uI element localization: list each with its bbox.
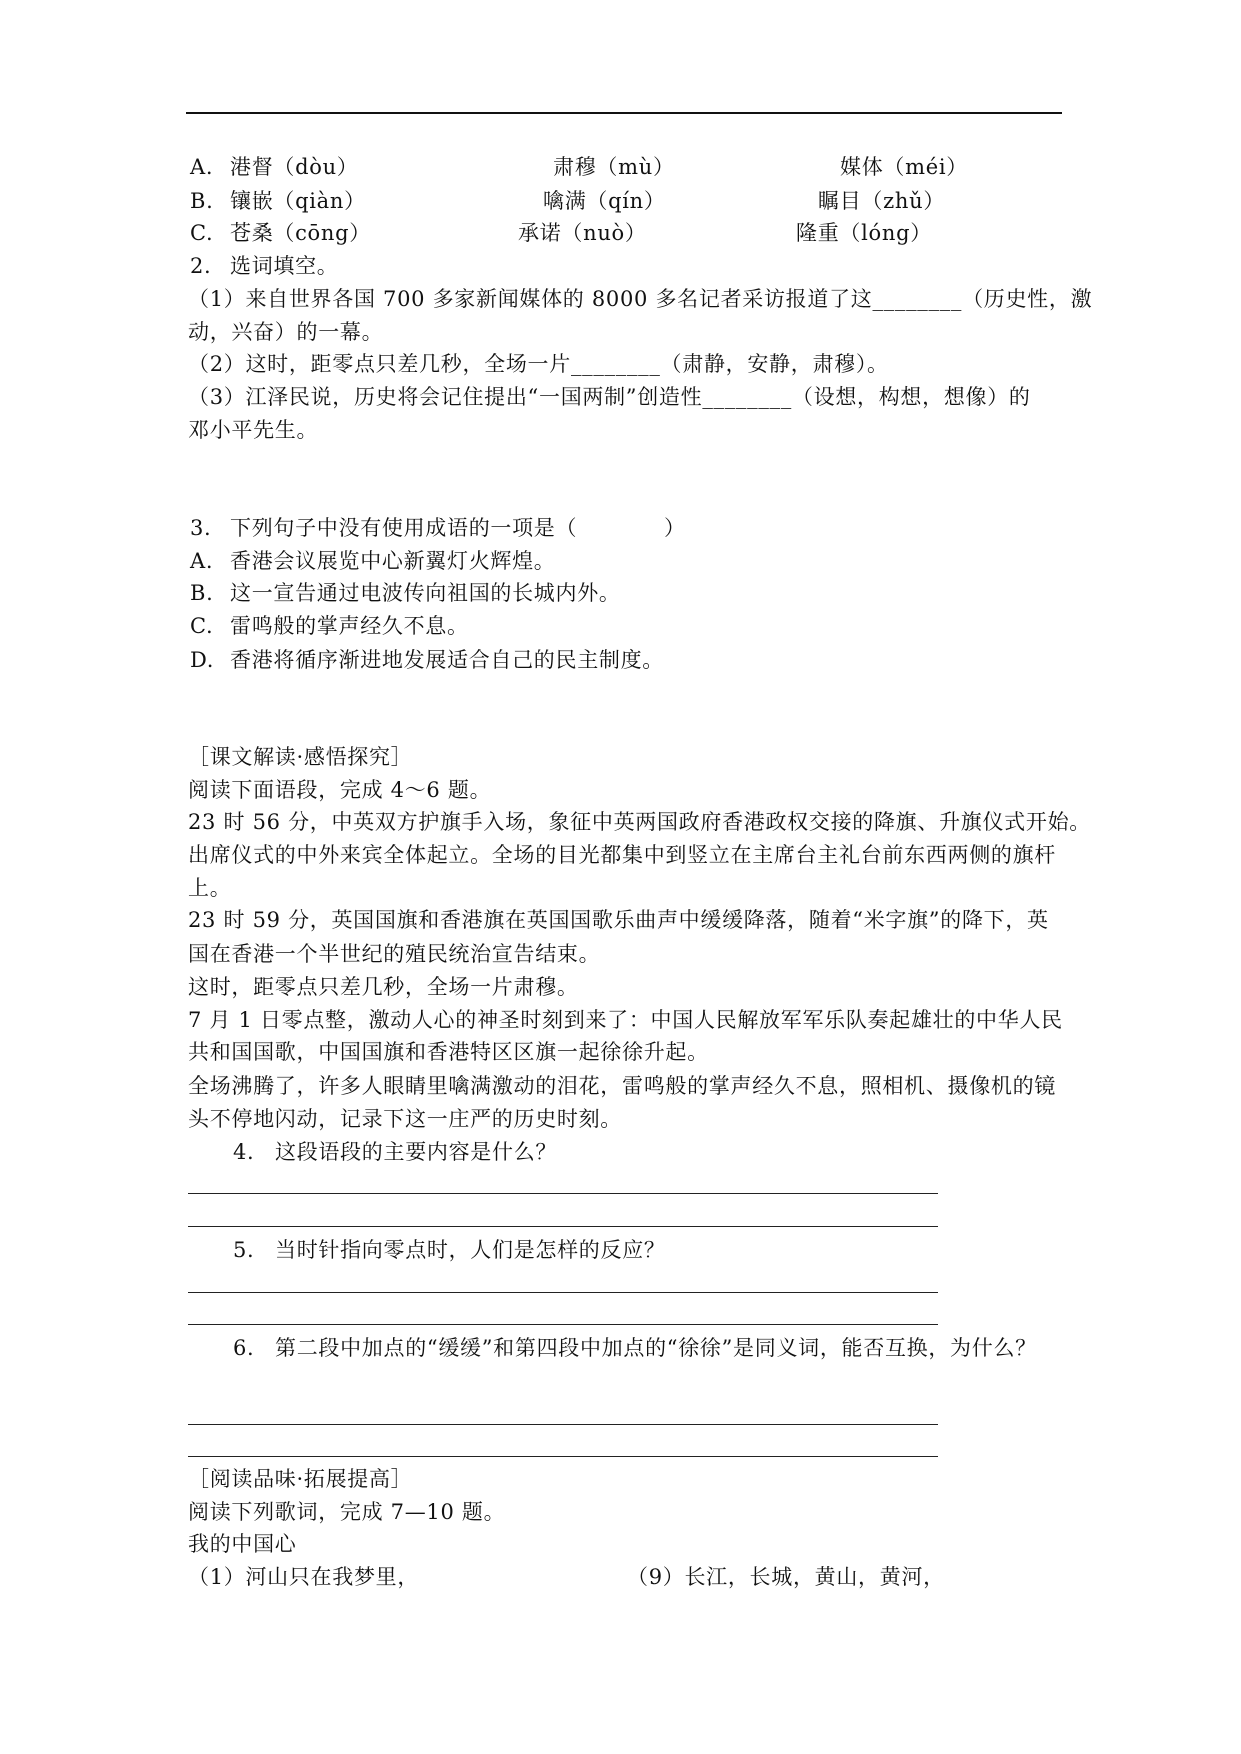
q3-option-a-label: A. <box>190 549 214 573</box>
q6-number: 6. <box>233 1336 255 1360</box>
q1-option-b-word-1: 镶嵌（qiàn） <box>230 189 366 213</box>
q1-option-b-word-3: 瞩目（zhǔ） <box>818 189 946 213</box>
passage-line-8: 共和国国歌，中国国旗和香港特区区旗一起徐徐升起。 <box>188 1040 709 1064</box>
passage-line-4: 23 时 59 分，英国国旗和香港旗在英国国歌乐曲声中缓缓降落，随着“米字旗”的降下，英 <box>188 908 1049 932</box>
q6-text: 第二段中加点的“缓缓”和第四段中加点的“徐徐”是同义词，能否互换，为什么？ <box>275 1336 1037 1360</box>
q1-option-b-word-2: 噙满（qín） <box>543 189 666 213</box>
passage-line-5: 国在香港一个半世纪的殖民统治宣告结束。 <box>188 942 601 966</box>
q1-option-a-word-2: 肃穆（mù） <box>553 155 675 179</box>
lyric-line-9: （9）长江，长城，黄山，黄河， <box>627 1565 945 1589</box>
song-title: 我的中国心 <box>188 1532 297 1556</box>
q1-option-c-word-1: 苍桑（cōng） <box>230 221 371 245</box>
q1-option-b-label: B. <box>190 189 214 213</box>
q2-number: 2. <box>190 254 212 278</box>
q2-line-3: （2）这时，距零点只差几秒，全场一片________（肃静，安静，肃穆）。 <box>188 352 889 376</box>
q2-title: 选词填空。 <box>230 254 339 278</box>
q3-number: 3. <box>190 516 212 540</box>
passage-line-6: 这时，距零点只差几秒，全场一片肃穆。 <box>188 975 579 999</box>
q1-option-c-word-3: 隆重（lóng） <box>796 221 932 245</box>
q2-line-2: 动，兴奋）的一幕。 <box>188 320 384 344</box>
q4-number: 4. <box>233 1140 255 1164</box>
q3-option-b-label: B. <box>190 581 214 605</box>
q1-option-c-label: C. <box>190 221 214 245</box>
q1-option-a-word-1: 港督（dòu） <box>230 155 359 179</box>
q4-text: 这段语段的主要内容是什么？ <box>275 1140 558 1164</box>
q5-text: 当时针指向零点时，人们是怎样的反应？ <box>275 1238 666 1262</box>
passage-line-7: 7 月 1 日零点整，激动人心的神圣时刻到来了：中国人民解放军军乐队奏起雄壮的中华人民 <box>188 1008 1063 1032</box>
passage-line-1: 23 时 56 分，中英双方护旗手入场，象征中英两国政府香港政权交接的降旗、升旗仪式开始。 <box>188 810 1091 834</box>
answer-line <box>188 1193 938 1194</box>
section2-heading: ［阅读品味·拓展提高］ <box>188 1467 413 1491</box>
passage-line-2: 出席仪式的中外来宾全体起立。全场的目光都集中到竖立在主席台主礼台前东西两侧的旗杆 <box>188 843 1056 867</box>
answer-line <box>188 1226 938 1227</box>
lyric-line-1: （1）河山只在我梦里， <box>188 1565 420 1589</box>
passage-line-9: 全场沸腾了，许多人眼睛里噙满激动的泪花，雷鸣般的掌声经久不息，照相机、摄像机的镜 <box>188 1074 1056 1098</box>
answer-line <box>188 1324 938 1325</box>
q5-number: 5. <box>233 1238 255 1262</box>
q3-option-b-text: 这一宣告通过电波传向祖国的长城内外。 <box>230 581 621 605</box>
q1-option-a-label: A. <box>190 155 214 179</box>
passage-line-10: 头不停地闪动，记录下这一庄严的历史时刻。 <box>188 1107 622 1131</box>
q1-option-c-word-2: 承诺（nuò） <box>518 221 647 245</box>
q3-option-a-text: 香港会议展览中心新翼灯火辉煌。 <box>230 549 556 573</box>
q3-option-c-text: 雷鸣般的掌声经久不息。 <box>230 614 469 638</box>
q2-line-1: （1）来自世界各国 700 多家新闻媒体的 8000 多名记者采访报道了这________（历史性，激 <box>188 287 1093 311</box>
section2-instruction: 阅读下列歌词，完成 7—10 题。 <box>188 1500 506 1524</box>
q3-option-d-label: D. <box>190 648 215 672</box>
answer-line <box>188 1424 938 1425</box>
q3-option-d-text: 香港将循序渐进地发展适合自己的民主制度。 <box>230 648 664 672</box>
passage-line-3: 上。 <box>188 876 232 900</box>
q1-option-a-word-3: 媒体（méi） <box>840 155 968 179</box>
q3-stem: 下列句子中没有使用成语的一项是（ ） <box>230 516 686 540</box>
q2-line-5: 邓小平先生。 <box>188 418 319 442</box>
section1-heading: ［课文解读·感悟探究］ <box>188 745 413 769</box>
section1-instruction: 阅读下面语段，完成 4～6 题。 <box>188 778 492 802</box>
q3-option-c-label: C. <box>190 614 214 638</box>
header-rule <box>186 112 1062 114</box>
answer-line <box>188 1292 938 1293</box>
answer-line <box>188 1456 938 1457</box>
q2-line-4: （3）江泽民说，历史将会记住提出“一国两制”创造性________（设想，构想，想像）的 <box>188 385 1031 409</box>
